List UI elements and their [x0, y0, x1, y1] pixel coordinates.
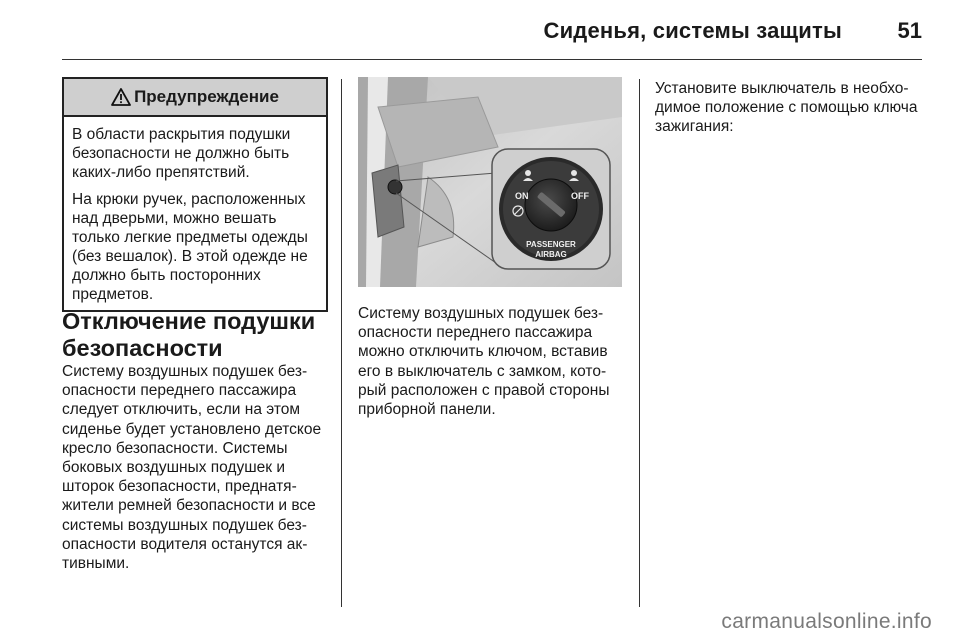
right-column-paragraph: Установите выключатель в необходимое положение с помощью ключа зажигания: — [655, 80, 918, 136]
warning-box — [62, 77, 328, 312]
switch-label-passenger: PASSENGER — [526, 240, 576, 249]
airbag-switch-illustration — [358, 77, 622, 287]
section-paragraph: Систему воздушных подушек безопасности переднего пассажира следует отключить, если на этом сиденье будет установлено детское кресло безопасности. Системы боковых воздушных подушек и шторок безопасности, преднатяжители ремней безопасности и все системы воздушных подушек безопасности водителя останутся активными. — [62, 363, 322, 573]
watermark: carmanualsonline.info — [721, 610, 932, 633]
warning-paragraph: На крюки ручек, расположенных над дверьми, можно вешать только легкие предметы одежды (без вешалок). В этой одежде не должно быть посторонних предметов. — [72, 191, 308, 303]
warning-body — [64, 117, 326, 310]
warning-triangle-icon — [111, 88, 131, 106]
section-heading: Отключение подушки безопасности — [62, 308, 316, 361]
warning-header — [64, 79, 326, 117]
header-divider — [62, 59, 922, 60]
page-header-title: Сиденья, системы защиты — [543, 18, 842, 43]
warning-paragraph: В области раскрытия подушки безопасности не должно быть каких-либо препятствий. — [72, 126, 291, 181]
warning-title: Предупреждение — [134, 87, 279, 106]
figure-caption-paragraph: Систему воздушных подушек безопасности переднего пассажира можно отключить ключом, вставив его в выключатель с замком, который расположен с правой стороны приборной панели. — [358, 305, 610, 419]
switch-label-airbag: AIRBAG — [535, 250, 567, 259]
switch-label-off: OFF — [571, 191, 589, 201]
column-divider-right — [639, 79, 640, 607]
airbag-switch-figure — [358, 77, 622, 287]
column-divider-left — [341, 79, 342, 607]
page-number: 51 — [897, 18, 922, 43]
switch-label-on: ON — [515, 191, 529, 201]
